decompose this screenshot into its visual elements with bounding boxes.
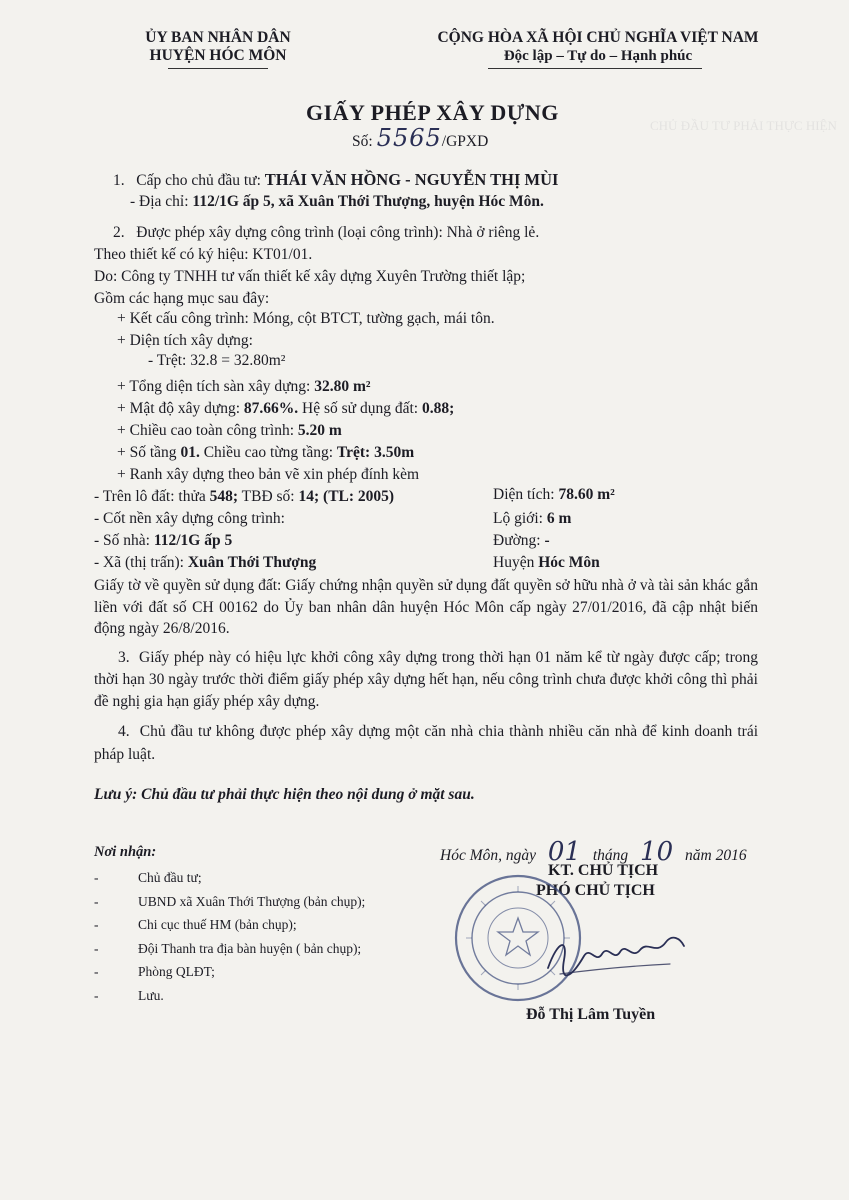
document-title: GIẤY PHÉP XÂY DỰNG <box>306 100 559 125</box>
permit-number: Số: 5565/GPXD <box>352 124 489 152</box>
signer-title-2: PHÓ CHỦ TỊCH <box>536 882 655 899</box>
road-limit: Lộ giới: 6 m <box>493 510 572 527</box>
item-1: 1. Cấp cho chủ đầu tư: THÁI VĂN HỒNG - NGUYỄN THỊ MÙI <box>113 170 559 189</box>
recipient-item: - UBND xã Xuân Thới Thượng (bản chụp); <box>94 893 366 909</box>
lot-info: - Trên lô đất: thửa 548; TBĐ số: 14; (TL: 2005) <box>94 488 395 505</box>
street: Đường: - <box>493 532 550 549</box>
owner-address: - Địa chỉ: 112/1G ấp 5, xã Xuân Thới Thượng, huyện Hóc Môn. <box>130 193 544 210</box>
designer: Do: Công ty TNHH tư vấn thiết kế xây dựng Xuyên Trường thiết lập; <box>94 268 526 285</box>
signer-name: Đỗ Thị Lâm Tuyền <box>526 1006 656 1023</box>
building-height: + Chiều cao toàn công trình: 5.20 m <box>117 422 342 439</box>
permit-number-handwritten: 5565 <box>376 124 442 152</box>
item-4: 4. Chủ đầu tư không được phép xây dựng một căn nhà chia thành nhiều căn nhà để kinh doanh trái pháp luật. <box>94 723 758 763</box>
commune: - Xã (thị trấn): Xuân Thới Thượng <box>94 554 317 571</box>
issue-month-handwritten: 10 <box>640 837 674 867</box>
recipients-title: Nơi nhận: <box>94 844 157 860</box>
district: Huyện Hóc Môn <box>493 554 600 571</box>
agency-underline <box>168 68 268 69</box>
recipient-item: - Chủ đầu tư; <box>94 870 202 885</box>
floors: + Số tầng 01. Chiều cao từng tầng: Trệt: 3.50m <box>117 444 415 461</box>
item-3: 3. Giấy phép này có hiệu lực khởi công xây dựng trong thời hạn 01 năm kể từ ngày được cấp; trong thời hạn 30 ngày trước thời điểm giấy phép xây dựng hết hạn, nếu công trình chưa được khởi công thì phải đề nghị gia hạn giấy phép xây dựng. <box>94 649 758 710</box>
issue-date: Hóc Môn, ngày 01 tháng 10 năm 2016 <box>440 837 747 867</box>
items-intro: Gồm các hạng mục sau đây: <box>94 290 270 307</box>
note: Lưu ý: Chủ đầu tư phải thực hiện theo nội dung ở mặt sau. <box>94 786 475 803</box>
national-motto: CỘNG HÒA XÃ HỘI CHỦ NGHĨA VIỆT NAM Độc lập – Tự do – Hạnh phúc <box>437 29 759 64</box>
recipients-list <box>94 866 365 1007</box>
back-page-showthrough: CHỦ ĐẦU TƯ PHẢI THỰC HIỆN <box>650 118 837 133</box>
recipient-item: - Chi cục thuế HM (bản chụp); <box>94 917 297 932</box>
signer-title-1: KT. CHỦ TỊCH <box>548 862 659 879</box>
build-area-label: + Diện tích xây dựng: <box>117 332 253 349</box>
signature-icon <box>540 920 690 990</box>
design-code: Theo thiết kế có ký hiệu: KT01/01. <box>94 246 313 263</box>
house-number: - Số nhà: 112/1G ấp 5 <box>94 532 233 549</box>
owner-name: THÁI VĂN HỒNG - NGUYỄN THỊ MÙI <box>264 170 559 189</box>
floor-area: + Tổng diện tích sàn xây dựng: 32.80 m² <box>117 378 371 395</box>
recipient-item: - Lưu. <box>94 987 164 1003</box>
boundary: + Ranh xây dựng theo bản vẽ xin phép đính kèm <box>117 466 420 483</box>
recipient-item: - Đội Thanh tra địa bàn huyện ( bản chụp); <box>94 940 362 956</box>
build-area-ground: - Trệt: 32.8 = 32.80m² <box>148 352 286 369</box>
motto-underline <box>488 68 702 69</box>
item-2: 2. Được phép xây dựng công trình (loại công trình): Nhà ở riêng lẻ. <box>113 224 540 241</box>
density: + Mật độ xây dựng: 87.66%. Hệ số sử dụng đất: 0.88; <box>117 400 455 417</box>
lot-area: Diện tích: 78.60 m² <box>493 486 615 503</box>
structure: + Kết cấu công trình: Móng, cột BTCT, tường gạch, mái tôn. <box>117 310 495 327</box>
foundation-level: - Cốt nền xây dựng công trình: <box>94 510 285 527</box>
recipient-item: - Phòng QLĐT; <box>94 964 215 979</box>
agency-name: ỦY BAN NHÂN DÂN HUYỆN HÓC MÔN <box>145 29 291 64</box>
land-documents: Giấy tờ về quyền sử dụng đất: Giấy chứng nhận quyền sử dụng đất quyền sở hữu nhà ở và tài sản khác gắn liền với đất số CH 00162 do Ủy ban nhân dân huyện Hóc Môn cấp ngày 27/01/2016, đã cập nhật biến động ngày 26/8/2016. <box>94 577 758 637</box>
issue-day-handwritten: 01 <box>547 837 581 867</box>
